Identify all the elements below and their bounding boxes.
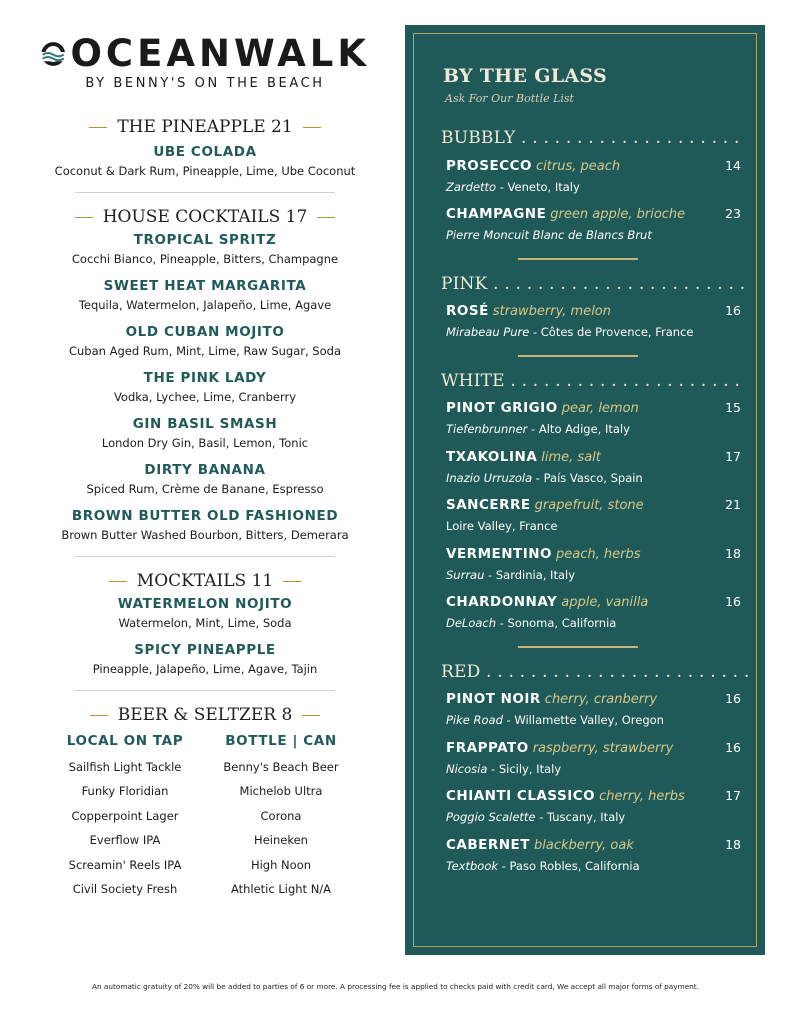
wine-price: 14 bbox=[725, 158, 741, 173]
beer-item: Screamin' Reels IPA bbox=[68, 857, 182, 872]
drink-name: SWEET HEAT MARGARITA bbox=[103, 278, 307, 294]
drink-name: SPICY PINEAPPLE bbox=[134, 642, 276, 658]
wine-name: CHIANTI CLASSICO bbox=[446, 788, 596, 804]
drink-desc: Vodka, Lychee, Lime, Cranberry bbox=[113, 390, 297, 404]
drink-desc: London Dry Gin, Basil, Lemon, Tonic bbox=[101, 436, 309, 450]
wine-region: - Willamette Valley, Oregon bbox=[502, 713, 664, 727]
wine-price: 16 bbox=[725, 594, 741, 609]
wine-region: - Paso Robles, California bbox=[498, 859, 640, 873]
footer-note: An automatic gratuity of 20% will be added to parties of 6 or more. A processing fee is applied to checks paid with credit card, We accept all major forms of payment. bbox=[92, 982, 699, 991]
wine-item bbox=[446, 497, 741, 533]
section-title: BEER & SELTZER 8 bbox=[40, 705, 370, 725]
wine-producer: DeLoach bbox=[446, 616, 497, 630]
wine-notes: grapefruit, stone bbox=[534, 498, 644, 513]
beer-item: Civil Society Fresh bbox=[72, 881, 178, 896]
beer-tap-column bbox=[50, 733, 200, 901]
wine-item bbox=[446, 837, 741, 873]
drink-name: BROWN BUTTER OLD FASHIONED bbox=[71, 508, 339, 524]
wine-price: 18 bbox=[725, 546, 741, 561]
beer-item: Benny's Beach Beer bbox=[223, 760, 339, 774]
cocktail-menu bbox=[40, 30, 370, 901]
wine-item bbox=[446, 206, 741, 242]
wine-producer: Zardetto bbox=[446, 180, 497, 194]
wine-producer: Pike Road bbox=[446, 713, 503, 727]
gold-divider bbox=[518, 646, 638, 648]
beer-item: Heineken bbox=[254, 833, 308, 848]
logo bbox=[40, 34, 370, 74]
drink-desc: Watermelon, Mint, Lime, Soda bbox=[118, 616, 292, 630]
wine-name: PINOT GRIGIO bbox=[446, 400, 558, 416]
wine-notes: raspberry, strawberry bbox=[532, 741, 674, 756]
divider bbox=[75, 690, 335, 691]
wine-name: CHAMPAGNE bbox=[446, 206, 547, 222]
wine-name: TXAKOLINA bbox=[446, 449, 538, 465]
beer-bottle-column bbox=[206, 733, 356, 901]
wine-price: 18 bbox=[725, 837, 741, 852]
drink-name: WATERMELON NOJITO bbox=[117, 596, 293, 612]
wine-item bbox=[446, 740, 741, 776]
beer-item: Copperpoint Lager bbox=[71, 808, 179, 823]
wine-producer: Inazio Urruzola bbox=[446, 471, 533, 485]
beer-column-header: LOCAL ON TAP bbox=[66, 733, 184, 749]
wine-notes: strawberry, melon bbox=[492, 304, 611, 319]
wine-item bbox=[446, 158, 741, 194]
section-title: MOCKTAILS 11 bbox=[40, 571, 370, 591]
wine-region: - Alto Adige, Italy bbox=[527, 422, 630, 436]
section-beer bbox=[40, 705, 370, 901]
panel-subtitle: Ask For Our Bottle List bbox=[445, 92, 574, 105]
wine-name: PINOT NOIR bbox=[446, 691, 541, 707]
wine-producer: Surrau bbox=[446, 568, 485, 582]
wine-region: - Côtes de Provence, France bbox=[529, 325, 694, 339]
drink-name: TROPICAL SPRITZ bbox=[133, 232, 277, 248]
category-pink: PINK . . . . . . . . . . . . . . . . . . . . . . . bbox=[441, 274, 746, 294]
category-red: RED . . . . . . . . . . . . . . . . . . . . . . . . bbox=[441, 662, 750, 682]
wine-item bbox=[446, 546, 741, 582]
drink-desc: Pineapple, Jalapeño, Lime, Agave, Tajin bbox=[92, 662, 318, 676]
beer-item: Athletic Light N/A bbox=[230, 881, 332, 896]
divider bbox=[75, 192, 335, 193]
beer-item: Everflow IPA bbox=[89, 833, 161, 848]
wine-region: - Veneto, Italy bbox=[496, 180, 580, 194]
gold-divider bbox=[518, 355, 638, 357]
drink-name: THE PINK LADY bbox=[143, 370, 267, 386]
beer-item: High Noon bbox=[250, 857, 312, 872]
wine-item bbox=[446, 400, 741, 436]
section-house-cocktails bbox=[40, 207, 370, 542]
by-the-glass-panel bbox=[405, 25, 765, 955]
wine-region: - Sicily, Italy bbox=[487, 762, 562, 776]
wine-notes: citrus, peach bbox=[536, 159, 621, 174]
drink-desc: Brown Butter Washed Bourbon, Bitters, Demerara bbox=[61, 528, 349, 542]
wine-notes: cherry, herbs bbox=[599, 789, 685, 804]
wine-notes: cherry, cranberry bbox=[544, 692, 658, 707]
wine-producer: Textbook bbox=[446, 859, 499, 873]
wine-price: 15 bbox=[725, 400, 741, 415]
drink-desc: Coconut & Dark Rum, Pineapple, Lime, Ube Coconut bbox=[54, 164, 356, 178]
wine-name: PROSECCO bbox=[446, 158, 533, 174]
wine-notes: blackberry, oak bbox=[534, 838, 634, 853]
wine-item bbox=[446, 449, 741, 485]
beer-item: Michelob Ultra bbox=[239, 784, 323, 799]
gold-divider bbox=[518, 258, 638, 260]
wave-logo-icon bbox=[40, 35, 66, 73]
wine-producer: Pierre Moncuit Blanc de Blancs Brut bbox=[446, 228, 652, 242]
wine-name: SANCERRE bbox=[446, 497, 531, 513]
logo-name: OCEANWALK bbox=[70, 32, 370, 75]
panel-title: BY THE GLASS bbox=[443, 65, 608, 87]
wine-name: CABERNET bbox=[446, 837, 530, 853]
wine-producer: Mirabeau Pure bbox=[446, 325, 530, 339]
wine-price: 17 bbox=[725, 449, 741, 464]
section-title: THE PINEAPPLE 21 bbox=[40, 117, 370, 137]
wine-region: - País Vasco, Spain bbox=[532, 471, 643, 485]
beer-item: Corona bbox=[260, 808, 302, 823]
drink-desc: Cocchi Bianco, Pineapple, Bitters, Champagne bbox=[71, 252, 339, 266]
wine-name: ROSÉ bbox=[446, 303, 489, 319]
wine-price: 16 bbox=[725, 303, 741, 318]
section-mocktails bbox=[40, 571, 370, 676]
wine-region: Loire Valley, France bbox=[446, 519, 558, 533]
wine-producer: Nicosia bbox=[446, 762, 488, 776]
wine-item bbox=[446, 691, 741, 727]
wine-name: FRAPPATO bbox=[446, 740, 529, 756]
wine-notes: green apple, brioche bbox=[550, 207, 686, 222]
divider bbox=[75, 556, 335, 557]
wine-price: 23 bbox=[725, 206, 741, 221]
drink-name: OLD CUBAN MOJITO bbox=[125, 324, 285, 340]
wine-region: - Sonoma, California bbox=[496, 616, 617, 630]
drink-name: GIN BASIL SMASH bbox=[132, 416, 278, 432]
category-bubbly: BUBBLY . . . . . . . . . . . . . . . . . . . . bbox=[441, 128, 740, 148]
wine-notes: apple, vanilla bbox=[561, 595, 649, 610]
wine-item bbox=[446, 594, 741, 630]
wine-producer: Tiefenbrunner bbox=[446, 422, 528, 436]
drink-desc: Spiced Rum, Crème de Banane, Espresso bbox=[86, 482, 324, 496]
wine-producer: Poggio Scalette bbox=[446, 810, 536, 824]
category-white: WHITE . . . . . . . . . . . . . . . . . . . . . bbox=[441, 371, 741, 391]
wine-notes: peach, herbs bbox=[556, 547, 641, 562]
section-title: HOUSE COCKTAILS 17 bbox=[40, 207, 370, 227]
wine-price: 17 bbox=[725, 788, 741, 803]
wine-region: - Sardinia, Italy bbox=[484, 568, 576, 582]
wine-price: 16 bbox=[725, 691, 741, 706]
beer-item: Sailfish Light Tackle bbox=[68, 760, 182, 774]
wine-notes: pear, lemon bbox=[561, 401, 639, 416]
beer-item: Funky Floridian bbox=[81, 784, 169, 799]
beer-column-header: BOTTLE | CAN bbox=[225, 733, 337, 749]
drink-name: UBE COLADA bbox=[153, 144, 257, 160]
wine-item bbox=[446, 303, 741, 339]
drink-desc: Tequila, Watermelon, Jalapeño, Lime, Agave bbox=[78, 298, 332, 312]
drink-desc: Cuban Aged Rum, Mint, Lime, Raw Sugar, Soda bbox=[68, 344, 341, 358]
wine-price: 16 bbox=[725, 740, 741, 755]
wine-item bbox=[446, 788, 741, 824]
section-pineapple bbox=[40, 117, 370, 178]
wine-region: - Tuscany, Italy bbox=[535, 810, 626, 824]
drink-name: DIRTY BANANA bbox=[144, 462, 266, 478]
wine-notes: lime, salt bbox=[541, 450, 601, 465]
wine-name: CHARDONNAY bbox=[446, 594, 558, 610]
logo-subtitle: BY BENNY'S ON THE BEACH bbox=[85, 76, 325, 91]
wine-price: 21 bbox=[725, 497, 741, 512]
wine-name: VERMENTINO bbox=[446, 546, 553, 562]
